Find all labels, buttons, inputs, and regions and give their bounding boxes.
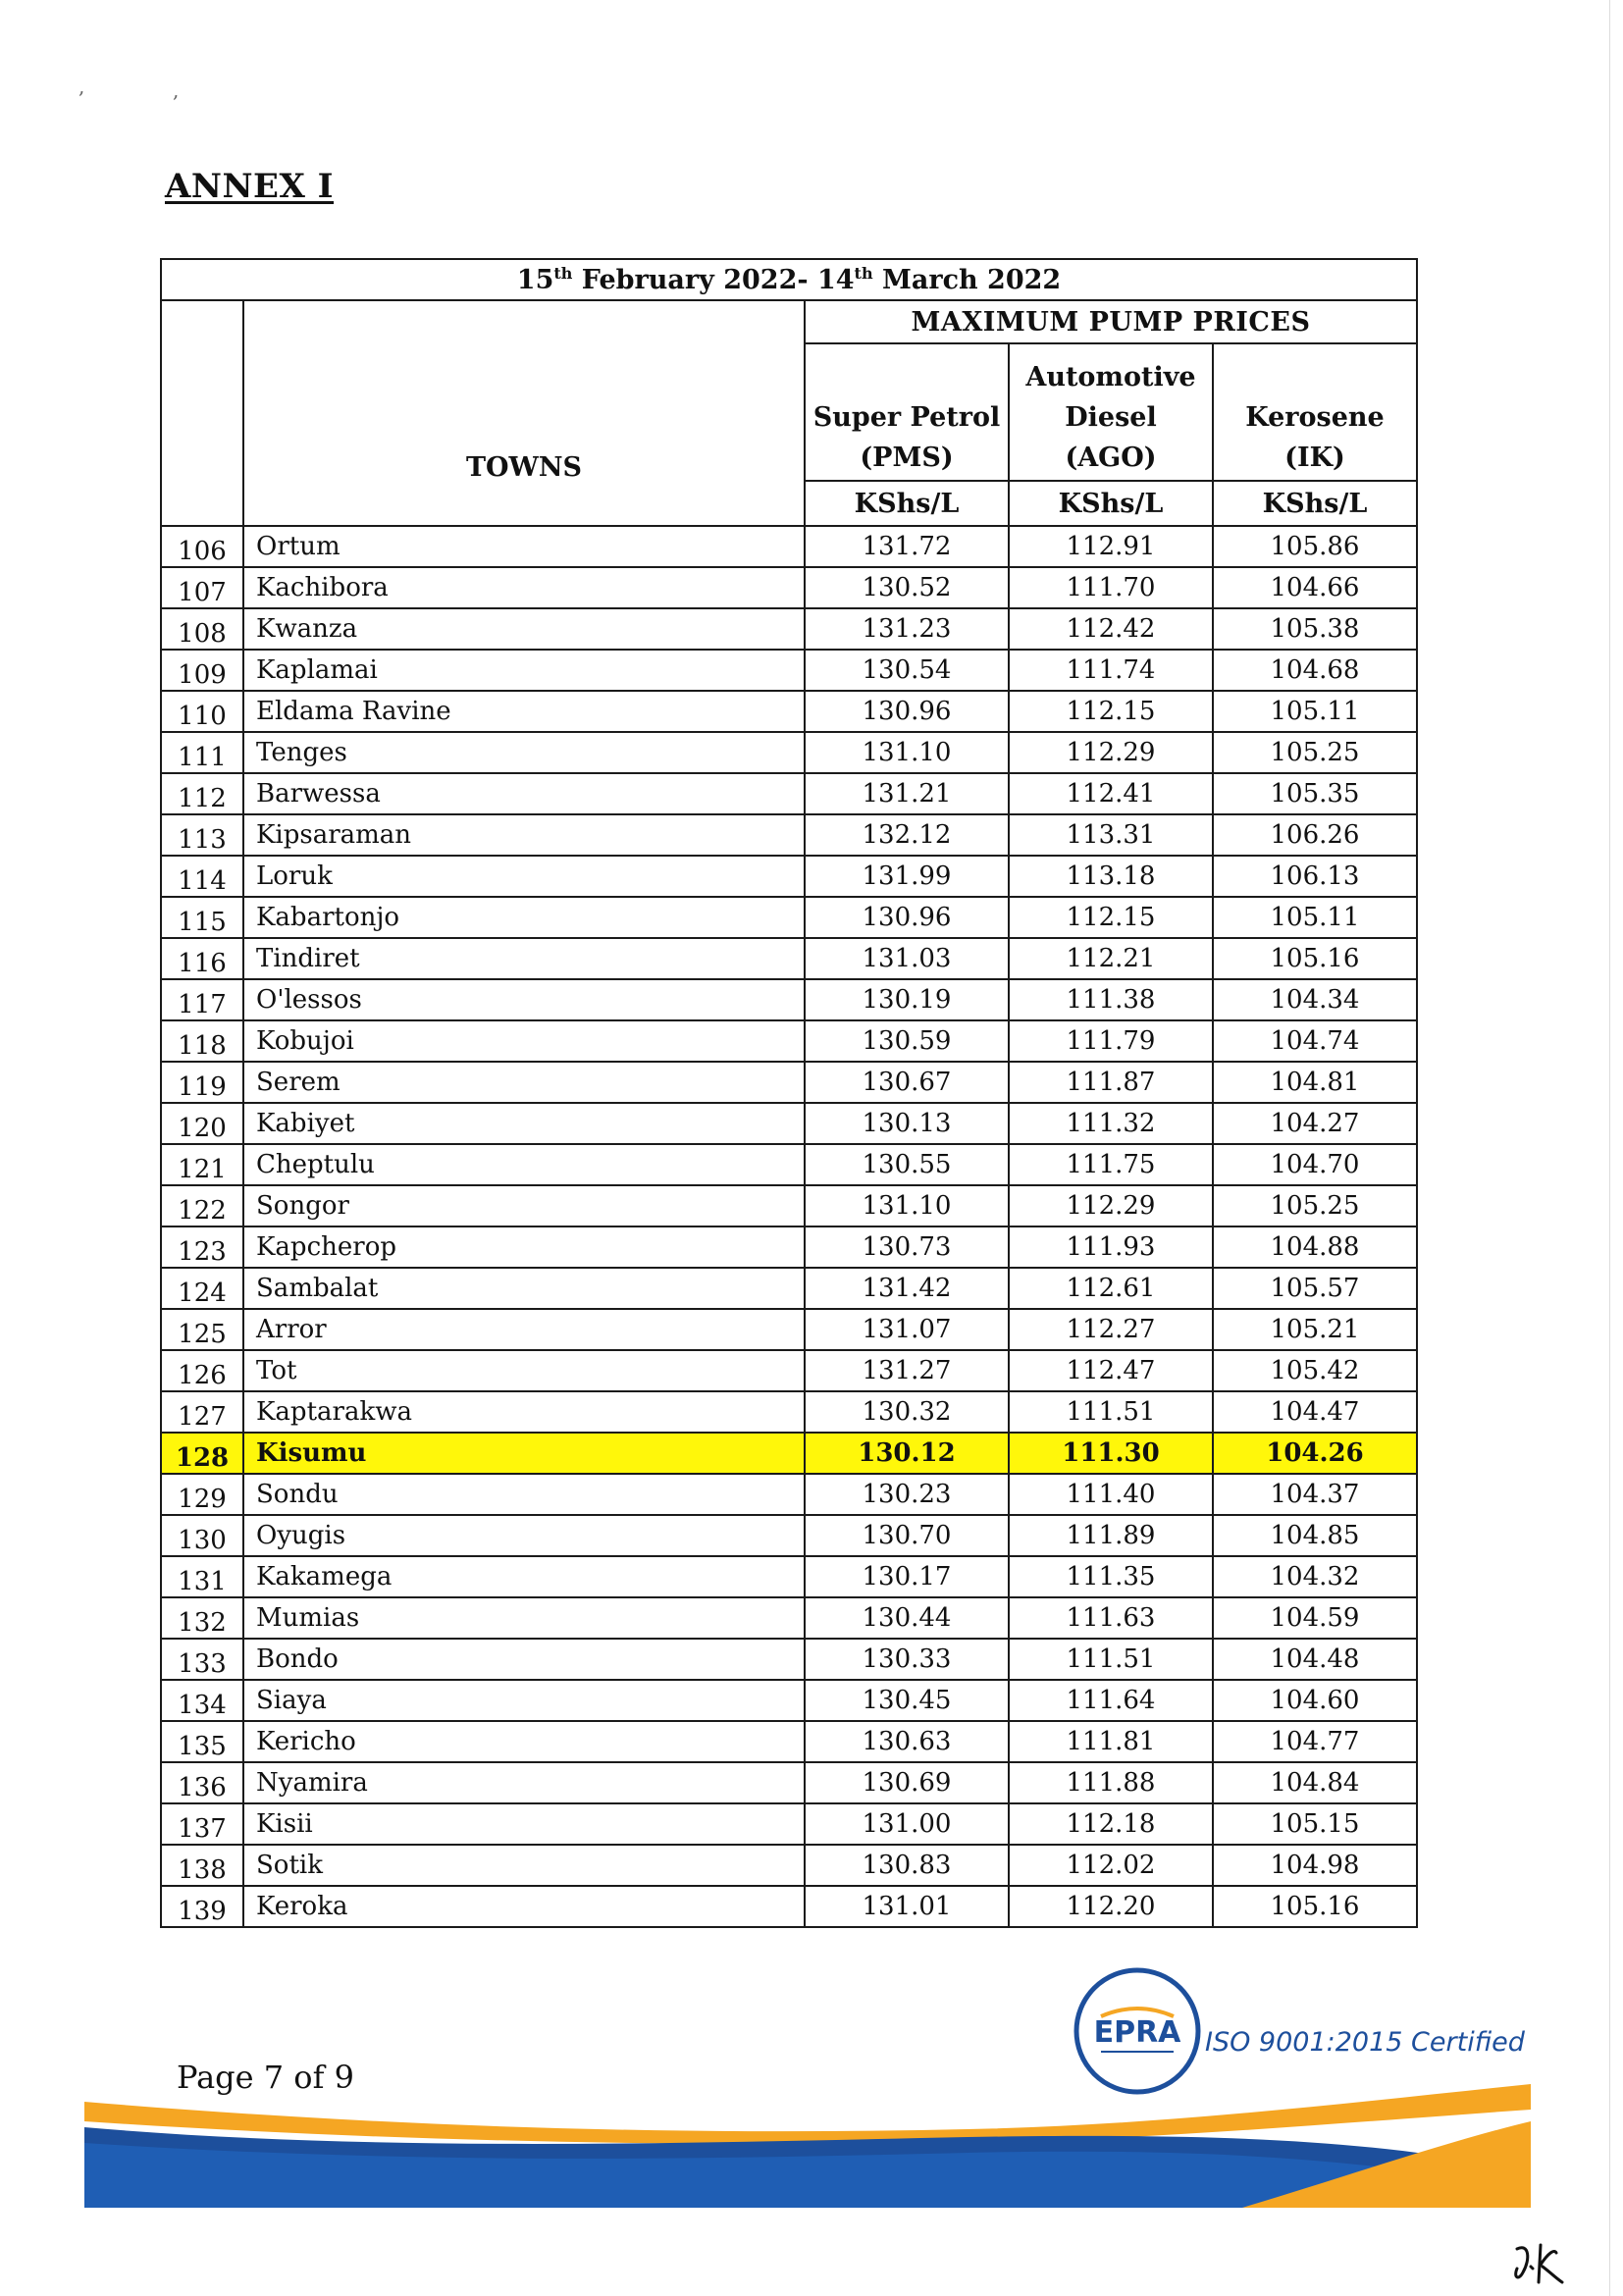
pms-price: 131.00 xyxy=(805,1803,1009,1845)
towns-column-header: TOWNS xyxy=(243,300,805,526)
table-row xyxy=(161,526,1417,567)
ik-price: 104.32 xyxy=(1213,1556,1417,1597)
town-name: Nyamira xyxy=(243,1762,805,1803)
row-number: 139 xyxy=(161,1886,243,1927)
ago-header-line: (AGO) xyxy=(1065,443,1157,473)
town-name: Tindiret xyxy=(243,938,805,979)
row-number: 124 xyxy=(161,1268,243,1309)
row-number: 132 xyxy=(161,1597,243,1639)
town-name: Kaplamai xyxy=(243,650,805,691)
ago-price: 111.38 xyxy=(1009,979,1213,1020)
town-name: Tot xyxy=(243,1350,805,1391)
ik-price: 105.21 xyxy=(1213,1309,1417,1350)
pms-price: 130.69 xyxy=(805,1762,1009,1803)
pms-price: 130.23 xyxy=(805,1474,1009,1515)
iso-certification: ISO 9001:2015 Certified xyxy=(1205,2027,1525,2058)
row-number: 136 xyxy=(161,1762,243,1803)
town-name: Songor xyxy=(243,1185,805,1226)
scan-speck: , xyxy=(79,75,85,98)
row-number: 134 xyxy=(161,1680,243,1721)
town-name: O'lessos xyxy=(243,979,805,1020)
row-number: 137 xyxy=(161,1803,243,1845)
table-row xyxy=(161,979,1417,1020)
ik-price: 104.26 xyxy=(1213,1433,1417,1474)
table-row xyxy=(161,1020,1417,1062)
town-name: Kaptarakwa xyxy=(243,1391,805,1433)
ik-price: 104.98 xyxy=(1213,1845,1417,1886)
ik-price: 104.66 xyxy=(1213,567,1417,608)
pms-price: 130.59 xyxy=(805,1020,1009,1062)
pms-price: 130.45 xyxy=(805,1680,1009,1721)
pms-price: 132.12 xyxy=(805,814,1009,856)
ago-price: 112.15 xyxy=(1009,691,1213,732)
ago-price: 111.79 xyxy=(1009,1020,1213,1062)
town-name: Sondu xyxy=(243,1474,805,1515)
town-name: Kipsaraman xyxy=(243,814,805,856)
scan-edge-line xyxy=(1609,0,1610,2296)
town-name: Oyugis xyxy=(243,1515,805,1556)
pms-price: 130.63 xyxy=(805,1721,1009,1762)
pms-price: 130.12 xyxy=(805,1433,1009,1474)
town-name: Keroka xyxy=(243,1886,805,1927)
row-number: 130 xyxy=(161,1515,243,1556)
ago-price: 111.74 xyxy=(1009,650,1213,691)
ik-price: 106.13 xyxy=(1213,856,1417,897)
ik-price: 105.86 xyxy=(1213,526,1417,567)
pms-price: 130.33 xyxy=(805,1639,1009,1680)
town-name: Loruk xyxy=(243,856,805,897)
row-number: 113 xyxy=(161,814,243,856)
town-name: Serem xyxy=(243,1062,805,1103)
table-row xyxy=(161,1062,1417,1103)
town-name: Kisumu xyxy=(243,1433,805,1474)
ago-price: 112.61 xyxy=(1009,1268,1213,1309)
table-row xyxy=(161,1103,1417,1144)
pms-price: 130.52 xyxy=(805,567,1009,608)
ago-unit-header: KShs/L xyxy=(1009,481,1213,526)
ik-price: 104.68 xyxy=(1213,650,1417,691)
town-name: Kabartonjo xyxy=(243,897,805,938)
table-row xyxy=(161,1185,1417,1226)
row-number: 125 xyxy=(161,1309,243,1350)
ik-price: 104.59 xyxy=(1213,1597,1417,1639)
town-name: Kwanza xyxy=(243,608,805,650)
town-name: Ortum xyxy=(243,526,805,567)
ik-price: 105.57 xyxy=(1213,1268,1417,1309)
pms-price: 131.10 xyxy=(805,1185,1009,1226)
table-row xyxy=(161,1845,1417,1886)
pms-price: 131.99 xyxy=(805,856,1009,897)
annex-title: ANNEX I xyxy=(165,167,335,206)
ago-header-line: Automotive xyxy=(1025,362,1196,392)
ik-price: 105.25 xyxy=(1213,732,1417,773)
row-number: 128 xyxy=(161,1433,243,1474)
row-number: 120 xyxy=(161,1103,243,1144)
town-name: Bondo xyxy=(243,1639,805,1680)
row-number: 110 xyxy=(161,691,243,732)
pms-column-header xyxy=(805,343,1009,481)
pms-price: 130.32 xyxy=(805,1391,1009,1433)
table-row xyxy=(161,773,1417,814)
ik-column-header xyxy=(1213,343,1417,481)
pms-header-line: (PMS) xyxy=(860,443,954,473)
table-row xyxy=(161,1556,1417,1597)
ago-header-line: Diesel xyxy=(1065,402,1157,433)
town-name: Sambalat xyxy=(243,1268,805,1309)
pms-price: 131.72 xyxy=(805,526,1009,567)
town-name: Kericho xyxy=(243,1721,805,1762)
pms-price: 131.10 xyxy=(805,732,1009,773)
ik-price: 106.26 xyxy=(1213,814,1417,856)
ik-price: 105.15 xyxy=(1213,1803,1417,1845)
row-number: 108 xyxy=(161,608,243,650)
table-row xyxy=(161,1474,1417,1515)
pms-price: 130.44 xyxy=(805,1597,1009,1639)
maximum-pump-prices-header: MAXIMUM PUMP PRICES xyxy=(805,300,1417,343)
pms-price: 130.70 xyxy=(805,1515,1009,1556)
page-number: Page 7 of 9 xyxy=(177,2059,354,2096)
scan-speck: , xyxy=(173,78,180,102)
row-number: 123 xyxy=(161,1226,243,1268)
row-number: 122 xyxy=(161,1185,243,1226)
table-row xyxy=(161,856,1417,897)
epra-logo xyxy=(1072,1965,1203,2097)
ik-price: 104.70 xyxy=(1213,1144,1417,1185)
ago-price: 111.70 xyxy=(1009,567,1213,608)
ik-price: 105.16 xyxy=(1213,938,1417,979)
table-row xyxy=(161,1144,1417,1185)
pms-price: 130.67 xyxy=(805,1062,1009,1103)
ik-price: 104.34 xyxy=(1213,979,1417,1020)
max-prices-header-row xyxy=(161,300,1417,343)
ago-price: 111.51 xyxy=(1009,1639,1213,1680)
town-name: Barwessa xyxy=(243,773,805,814)
ik-price: 105.25 xyxy=(1213,1185,1417,1226)
table-row xyxy=(161,567,1417,608)
ago-price: 112.15 xyxy=(1009,897,1213,938)
ik-price: 105.16 xyxy=(1213,1886,1417,1927)
period-header: 15th February 2022- 14th March 2022 xyxy=(161,259,1417,300)
ago-price: 111.88 xyxy=(1009,1762,1213,1803)
row-number: 115 xyxy=(161,897,243,938)
ago-price: 113.18 xyxy=(1009,856,1213,897)
row-number: 127 xyxy=(161,1391,243,1433)
pms-price: 130.96 xyxy=(805,897,1009,938)
logo-text: EPRA xyxy=(1093,2015,1181,2050)
row-number: 126 xyxy=(161,1350,243,1391)
row-number: 133 xyxy=(161,1639,243,1680)
ago-price: 112.41 xyxy=(1009,773,1213,814)
ik-price: 104.47 xyxy=(1213,1391,1417,1433)
row-number: 118 xyxy=(161,1020,243,1062)
ago-price: 111.30 xyxy=(1009,1433,1213,1474)
ik-header-line: (IK) xyxy=(1284,443,1345,473)
ik-price: 105.42 xyxy=(1213,1350,1417,1391)
table-row xyxy=(161,1350,1417,1391)
ago-price: 111.75 xyxy=(1009,1144,1213,1185)
ago-price: 112.42 xyxy=(1009,608,1213,650)
table-row xyxy=(161,1803,1417,1845)
ik-unit-header: KShs/L xyxy=(1213,481,1417,526)
pms-price: 131.27 xyxy=(805,1350,1009,1391)
row-number: 131 xyxy=(161,1556,243,1597)
town-name: Kakamega xyxy=(243,1556,805,1597)
ik-price: 105.11 xyxy=(1213,897,1417,938)
ik-price: 104.37 xyxy=(1213,1474,1417,1515)
ik-price: 105.38 xyxy=(1213,608,1417,650)
pms-price: 131.23 xyxy=(805,608,1009,650)
ik-header-line: Kerosene xyxy=(1245,402,1385,433)
town-name: Eldama Ravine xyxy=(243,691,805,732)
table-row xyxy=(161,1268,1417,1309)
table-row xyxy=(161,1226,1417,1268)
ik-price: 104.81 xyxy=(1213,1062,1417,1103)
table-row xyxy=(161,814,1417,856)
ago-price: 111.63 xyxy=(1009,1597,1213,1639)
pms-price: 131.03 xyxy=(805,938,1009,979)
town-name: Kabiyet xyxy=(243,1103,805,1144)
table-row xyxy=(161,1721,1417,1762)
row-number: 129 xyxy=(161,1474,243,1515)
pms-price: 130.73 xyxy=(805,1226,1009,1268)
ago-column-header xyxy=(1009,343,1213,481)
row-number: 107 xyxy=(161,567,243,608)
town-name: Cheptulu xyxy=(243,1144,805,1185)
row-number: 106 xyxy=(161,526,243,567)
ago-price: 111.32 xyxy=(1009,1103,1213,1144)
table-row xyxy=(161,897,1417,938)
row-number: 112 xyxy=(161,773,243,814)
table-row xyxy=(161,938,1417,979)
table-row xyxy=(161,1639,1417,1680)
ago-price: 111.81 xyxy=(1009,1721,1213,1762)
ik-price: 104.84 xyxy=(1213,1762,1417,1803)
pms-price: 130.54 xyxy=(805,650,1009,691)
table-row xyxy=(161,1762,1417,1803)
pms-price: 130.19 xyxy=(805,979,1009,1020)
pms-price: 130.17 xyxy=(805,1556,1009,1597)
table-row xyxy=(161,1886,1417,1927)
row-number: 117 xyxy=(161,979,243,1020)
handwritten-initials xyxy=(1509,2239,1568,2288)
ik-price: 104.85 xyxy=(1213,1515,1417,1556)
ik-price: 104.27 xyxy=(1213,1103,1417,1144)
row-number: 111 xyxy=(161,732,243,773)
row-number: 121 xyxy=(161,1144,243,1185)
period-header-row xyxy=(161,259,1417,300)
footer-wave-band xyxy=(84,2082,1531,2208)
ago-price: 111.35 xyxy=(1009,1556,1213,1597)
ago-price: 112.29 xyxy=(1009,1185,1213,1226)
table-row xyxy=(161,732,1417,773)
ago-price: 111.89 xyxy=(1009,1515,1213,1556)
ik-price: 105.35 xyxy=(1213,773,1417,814)
ik-price: 104.60 xyxy=(1213,1680,1417,1721)
ik-price: 104.74 xyxy=(1213,1020,1417,1062)
pms-header-line: Super Petrol xyxy=(812,402,1001,433)
town-name: Siaya xyxy=(243,1680,805,1721)
ago-price: 113.31 xyxy=(1009,814,1213,856)
town-name: Kachibora xyxy=(243,567,805,608)
table-row xyxy=(161,1515,1417,1556)
table-row xyxy=(161,1597,1417,1639)
pms-price: 131.42 xyxy=(805,1268,1009,1309)
pms-price: 131.21 xyxy=(805,773,1009,814)
ik-price: 104.48 xyxy=(1213,1639,1417,1680)
ago-price: 111.51 xyxy=(1009,1391,1213,1433)
ago-price: 112.18 xyxy=(1009,1803,1213,1845)
pms-price: 130.55 xyxy=(805,1144,1009,1185)
row-number: 116 xyxy=(161,938,243,979)
table-row xyxy=(161,1680,1417,1721)
town-name: Sotik xyxy=(243,1845,805,1886)
table-row xyxy=(161,691,1417,732)
ik-price: 105.11 xyxy=(1213,691,1417,732)
ago-price: 111.87 xyxy=(1009,1062,1213,1103)
town-name: Kapcherop xyxy=(243,1226,805,1268)
ago-price: 112.27 xyxy=(1009,1309,1213,1350)
town-name: Mumias xyxy=(243,1597,805,1639)
town-name: Kisii xyxy=(243,1803,805,1845)
table-row xyxy=(161,1391,1417,1433)
ago-price: 112.47 xyxy=(1009,1350,1213,1391)
row-number: 114 xyxy=(161,856,243,897)
ik-price: 104.88 xyxy=(1213,1226,1417,1268)
ago-price: 111.64 xyxy=(1009,1680,1213,1721)
pms-price: 130.13 xyxy=(805,1103,1009,1144)
price-rows xyxy=(161,526,1417,1927)
pms-price: 131.07 xyxy=(805,1309,1009,1350)
ago-price: 112.21 xyxy=(1009,938,1213,979)
ago-price: 112.91 xyxy=(1009,526,1213,567)
pms-price: 130.96 xyxy=(805,691,1009,732)
town-name: Arror xyxy=(243,1309,805,1350)
town-name: Tenges xyxy=(243,732,805,773)
table-row-highlighted xyxy=(161,1433,1417,1474)
row-number: 138 xyxy=(161,1845,243,1886)
row-number: 119 xyxy=(161,1062,243,1103)
pms-price: 131.01 xyxy=(805,1886,1009,1927)
row-number: 135 xyxy=(161,1721,243,1762)
ago-price: 111.40 xyxy=(1009,1474,1213,1515)
row-number: 109 xyxy=(161,650,243,691)
pms-price: 130.83 xyxy=(805,1845,1009,1886)
pms-unit-header: KShs/L xyxy=(805,481,1009,526)
table-row xyxy=(161,608,1417,650)
pump-prices-table xyxy=(160,258,1418,1928)
ago-price: 112.20 xyxy=(1009,1886,1213,1927)
ago-price: 112.29 xyxy=(1009,732,1213,773)
table-row xyxy=(161,1309,1417,1350)
ago-price: 111.93 xyxy=(1009,1226,1213,1268)
town-name: Kobujoi xyxy=(243,1020,805,1062)
table-row xyxy=(161,650,1417,691)
ago-price: 112.02 xyxy=(1009,1845,1213,1886)
number-column-header xyxy=(161,300,243,526)
ik-price: 104.77 xyxy=(1213,1721,1417,1762)
